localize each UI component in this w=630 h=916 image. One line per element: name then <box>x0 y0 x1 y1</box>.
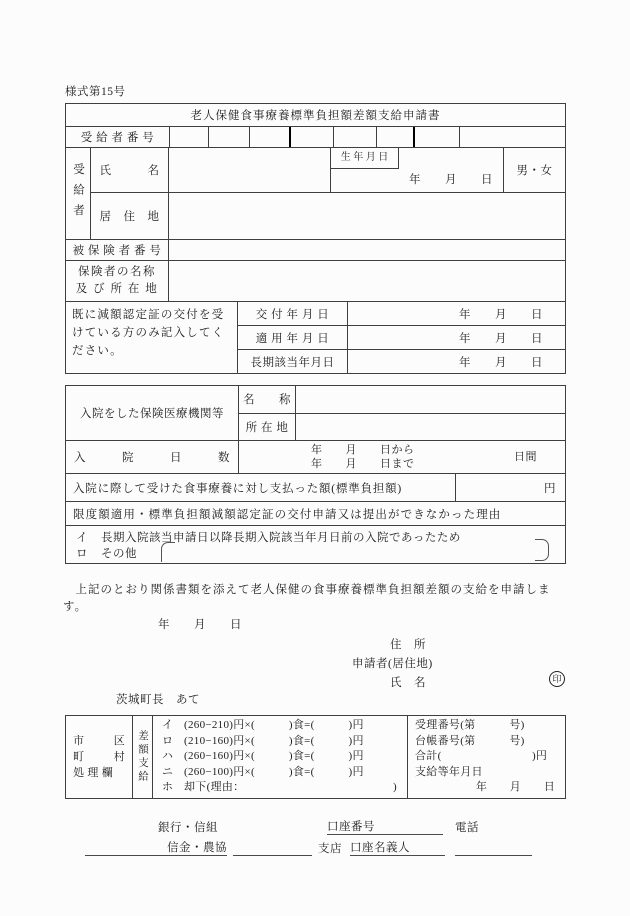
certificate-note-line3: ださい。 <box>72 344 123 357</box>
issue-date-label: 交 付 年 月 日 <box>238 302 348 325</box>
insured-number-label: 被 保 険 者 番 号 <box>66 240 169 260</box>
hospital-address-label: 所 在 地 <box>239 414 296 441</box>
declaration-line1: 上記のとおり関係書類を添えて老人保健の食事療養標準負担額差額の支給を申請しま <box>63 584 551 596</box>
municipal-label-1b: 区 <box>113 735 125 747</box>
phone-input-line[interactable] <box>455 840 532 856</box>
paid-amount-label: 入院に際して受けた食事療養に対し支払った額(標準負担額) <box>73 482 403 495</box>
municipal-column-label <box>66 716 133 798</box>
paid-amount-input-area[interactable] <box>455 474 565 501</box>
calculation-column <box>153 716 408 798</box>
form-title: 老人保健食事療養標準負担額差額支給申請書 <box>190 110 441 122</box>
certificate-note-line2: けている方のみ記入してく <box>72 326 225 339</box>
recipient-number-cell-4[interactable] <box>289 127 333 147</box>
reason-b-mark[interactable]: ロ <box>76 548 88 560</box>
recipient-number-cell-1[interactable] <box>169 127 208 147</box>
days-from-label: 年 月 日から <box>311 444 415 456</box>
calc-d-formula: (260−100)円×( )食=( )円 <box>184 765 364 778</box>
hospital-days-label: 入 院 日 数 <box>66 441 239 473</box>
bank-type-2-label[interactable]: 信金・農協 <box>167 842 227 854</box>
reason-b-text: その他 <box>101 548 137 560</box>
insurer-label-line2: 及 び 所 在 地 <box>75 283 159 295</box>
days-unit-label: 日間 <box>514 451 537 463</box>
name-label: 氏 名 <box>91 148 169 192</box>
addressee: 茨城町長 あて <box>116 694 200 706</box>
hospital-name-input-area[interactable] <box>296 386 565 413</box>
other-reason-bracket-right <box>535 539 549 561</box>
recipient-group-label: 受給者 <box>66 148 91 239</box>
hospital-days-row <box>66 440 565 473</box>
hospital-label: 入院をした保険医療機関等 <box>66 386 239 440</box>
payment-date-input-area[interactable]: 年 月 日 <box>475 781 555 794</box>
apply-date-input-area[interactable]: 年 月 日 <box>459 332 543 345</box>
reason-title: 限度額適用・標準負担額減額認定証の交付申請又は提出ができなかった理由 <box>66 501 565 525</box>
calc-d-mark: ニ <box>162 765 174 778</box>
recipient-number-row <box>66 126 565 147</box>
recipient-number-cell-2[interactable] <box>208 127 249 147</box>
account-number-label: 口座番号 <box>327 821 375 833</box>
name-input-area[interactable] <box>169 148 331 192</box>
hospital-name-label: 名 称 <box>239 386 296 413</box>
insured-number-row <box>66 239 565 260</box>
insurer-row <box>66 260 565 301</box>
bank-name-input-line[interactable] <box>85 840 227 856</box>
other-reason-input-area[interactable] <box>178 542 531 561</box>
address-label: 住 所 <box>390 639 426 651</box>
municipal-label-1a: 市 <box>73 735 85 747</box>
bank-type-1-label[interactable]: 銀行・信組 <box>158 822 218 834</box>
form-number: 様式第15号 <box>65 86 126 98</box>
hospital-address-input-area[interactable] <box>296 414 565 441</box>
residence-label: 居 住 地 <box>91 193 169 239</box>
applicant-name-label: 氏 名 <box>390 677 426 689</box>
calc-row-d[interactable] <box>153 765 407 781</box>
calc-a-mark: イ <box>162 719 174 732</box>
certificate-note-line1: 既に減額認定証の交付を受 <box>72 309 225 321</box>
insurer-label <box>66 261 169 301</box>
seal-mark-icon: 印 <box>549 671 565 687</box>
reason-a-text: 長期入院該当申請日以降長期入院該当年月日前の入院であったため <box>101 532 461 544</box>
longterm-date-row <box>238 349 565 373</box>
longterm-date-label: 長期該当年月日 <box>238 350 348 373</box>
yen-unit-label: 円 <box>544 482 556 495</box>
issue-date-row <box>238 302 565 325</box>
calc-row-b[interactable] <box>153 734 407 750</box>
application-date-input-area[interactable]: 年 月 日 <box>158 619 242 631</box>
issue-date-input-area[interactable]: 年 月 日 <box>459 308 543 321</box>
calc-e-mark: ホ <box>162 781 174 794</box>
calc-row-a[interactable] <box>153 718 407 734</box>
calc-e-text: 却下(理由： <box>184 781 245 794</box>
municipal-label-3: 処 理 欄 <box>73 767 113 779</box>
calc-b-mark: ロ <box>162 734 174 747</box>
insurer-label-line1: 保険者の名称 <box>78 266 156 279</box>
insurer-input-area[interactable] <box>169 261 565 301</box>
municipal-label-2a: 町 <box>73 751 85 763</box>
hospital-days-input-area[interactable] <box>239 441 565 473</box>
account-holder-label: 口座名義人 <box>350 842 410 854</box>
ledger-number-field[interactable]: 台帳番号(第 号) <box>415 734 525 747</box>
account-number-input-line[interactable] <box>327 819 443 835</box>
recipient-group-row <box>66 147 565 239</box>
reason-options-row <box>66 525 565 563</box>
applicant-label: 申請者(居住地) <box>352 658 433 670</box>
declaration-line2: す。 <box>63 601 88 613</box>
reason-a-mark[interactable]: イ <box>76 532 88 544</box>
total-field[interactable]: 合計( )円 <box>415 750 548 763</box>
recipient-number-label: 受 給 者 番 号 <box>80 132 155 144</box>
calc-c-mark: ハ <box>162 750 174 763</box>
recipient-number-cell-8[interactable] <box>459 127 565 147</box>
municipal-processing-table <box>65 715 566 799</box>
branch-name-input-line[interactable] <box>233 840 312 856</box>
payment-date-label: 支給等年月日 <box>415 765 483 778</box>
branch-label: 支店 <box>318 843 342 855</box>
birthdate-area[interactable] <box>331 148 565 192</box>
days-to-label: 年 月 日まで <box>311 458 415 470</box>
apply-date-label: 適 用 年 月 日 <box>238 326 348 349</box>
calc-row-c[interactable] <box>153 749 407 765</box>
birthdate-ymd-labels: 年 月 日 <box>409 174 493 186</box>
recipient-number-cell-3[interactable] <box>249 127 289 147</box>
calc-a-formula: (260−210)円×( )食=( )円 <box>184 719 364 732</box>
calc-row-e[interactable] <box>153 780 407 796</box>
other-reason-bracket-left <box>161 542 175 562</box>
applicant-info-table <box>65 103 566 374</box>
receipt-number-field[interactable]: 受理番号(第 号) <box>415 719 525 732</box>
account-holder-input-line[interactable] <box>350 840 445 856</box>
hospitalization-table <box>65 385 566 564</box>
paid-amount-row <box>66 473 565 501</box>
applicant-name-input-area[interactable] <box>430 674 540 688</box>
recipient-number-cell-6[interactable] <box>376 127 413 147</box>
calc-e-close-paren: ) <box>393 781 397 794</box>
processing-result-column <box>408 716 565 798</box>
difference-payment-label: 差額支給 <box>133 716 153 798</box>
calc-c-formula: (260−160)円×( )食=( )円 <box>184 750 364 763</box>
sex-selector[interactable]: 男・女 <box>503 148 565 192</box>
hospital-row <box>66 386 565 440</box>
phone-label: 電話 <box>455 822 479 834</box>
recipient-number-cell-5[interactable] <box>333 127 376 147</box>
calc-b-formula: (210−160)円×( )食=( )円 <box>184 734 364 747</box>
certificate-section <box>66 301 565 373</box>
longterm-date-input-area[interactable]: 年 月 日 <box>459 356 543 369</box>
apply-date-row <box>238 325 565 349</box>
residence-input-area[interactable] <box>169 193 565 239</box>
insured-number-input-area[interactable] <box>169 240 565 260</box>
municipal-label-2b: 村 <box>113 751 125 763</box>
birthdate-label: 生 年 月 日 <box>331 148 399 169</box>
certificate-note <box>66 302 238 373</box>
recipient-number-cell-7[interactable] <box>413 127 459 147</box>
